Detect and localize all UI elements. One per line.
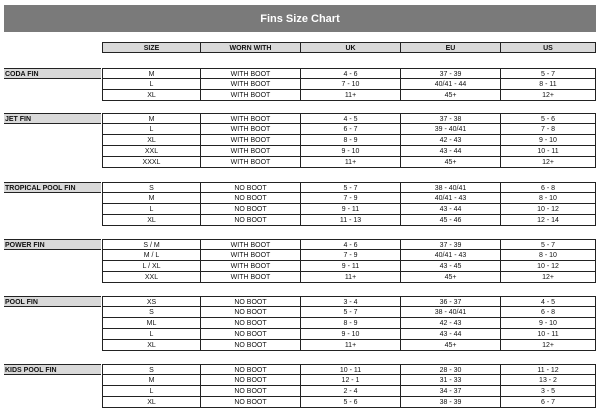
table-cell: 37 - 38 [400,113,500,124]
table-cell: 8 - 9 [300,135,400,146]
table-cell: 6 - 7 [300,124,400,135]
table-cell: 8 - 10 [500,193,596,204]
table-cell: 38 - 40/41 [400,182,500,193]
table-cell: 45 - 46 [400,215,500,226]
table-cell: 10 - 11 [500,146,596,157]
table-row [4,68,596,79]
table-cell: S [102,182,200,193]
table-cell: 40/41 - 44 [400,79,500,90]
table-row [4,307,596,318]
table-cell: WITH BOOT [200,146,300,157]
table-row [4,364,596,375]
table-cell: 12+ [500,157,596,168]
table-row [4,239,596,250]
table-cell: L [102,79,200,90]
table-row [4,250,596,261]
table-cell: L [102,204,200,215]
table-cell: 37 - 39 [400,239,500,250]
table-cell: 6 - 8 [500,182,596,193]
table-cell: WITH BOOT [200,239,300,250]
column-header: WORN WITH [200,42,300,53]
table-cell: 38 - 39 [400,397,500,408]
table-cell: XL [102,215,200,226]
table-cell: WITH BOOT [200,79,300,90]
table-cell: 11+ [300,90,400,101]
table-cell: 9 - 11 [300,261,400,272]
table-cell: XL [102,397,200,408]
table-cell: 5 - 7 [500,239,596,250]
table-cell: 38 - 40/41 [400,307,500,318]
table-cell: M [102,68,200,79]
table-cell: 36 - 37 [400,296,500,307]
table-cell: 11+ [300,157,400,168]
table-cell: NO BOOT [200,329,300,340]
table-cell: 5 - 7 [300,307,400,318]
table-cell: 10 - 11 [300,364,400,375]
table-cell: L / XL [102,261,200,272]
table-cell: WITH BOOT [200,68,300,79]
table-row [4,90,596,101]
table-row [4,261,596,272]
table-cell: WITH BOOT [200,113,300,124]
table-cell: WITH BOOT [200,135,300,146]
table-cell: WITH BOOT [200,157,300,168]
table-row [4,296,596,307]
table-cell: NO BOOT [200,182,300,193]
header-row [4,42,596,53]
table-cell: 6 - 8 [500,307,596,318]
table-cell: 8 - 10 [500,250,596,261]
column-header: EU [400,42,500,53]
table-row [4,318,596,329]
table-cell: S [102,307,200,318]
table-cell: NO BOOT [200,386,300,397]
table-row [4,135,596,146]
table-cell: 7 - 9 [300,250,400,261]
fin-group-label: POWER FIN [4,239,101,250]
table-row [4,375,596,386]
table-cell: 9 - 10 [500,318,596,329]
table-cell: 5 - 6 [300,397,400,408]
table-cell: WITH BOOT [200,90,300,101]
table-row [4,329,596,340]
table-cell: 12+ [500,272,596,283]
table-cell: M / L [102,250,200,261]
table-row [4,124,596,135]
table-cell: 43 - 44 [400,146,500,157]
table-row [4,215,596,226]
table-cell: XXL [102,272,200,283]
table-cell: 11+ [300,272,400,283]
table-cell: 34 - 37 [400,386,500,397]
table-cell: 3 - 4 [300,296,400,307]
table-row [4,182,596,193]
table-cell: 10 - 12 [500,204,596,215]
table-cell: 5 - 7 [300,182,400,193]
table-cell: 45+ [400,90,500,101]
chart-title: Fins Size Chart [4,5,596,32]
table-cell: 9 - 10 [300,146,400,157]
table-cell: 7 - 9 [300,193,400,204]
table-cell: 2 - 4 [300,386,400,397]
table-cell: WITH BOOT [200,124,300,135]
column-header: SIZE [102,42,200,53]
table-cell: 9 - 10 [500,135,596,146]
table-cell: 39 - 40/41 [400,124,500,135]
table-cell: NO BOOT [200,397,300,408]
table-cell: 45+ [400,272,500,283]
fin-group-label: POOL FIN [4,296,101,307]
fin-group-label: KIDS POOL FIN [4,364,101,375]
table-cell: WITH BOOT [200,272,300,283]
table-row [4,272,596,283]
table-cell: NO BOOT [200,204,300,215]
table-cell: 4 - 5 [300,113,400,124]
table-cell: ML [102,318,200,329]
table-cell: 5 - 7 [500,68,596,79]
table-cell: NO BOOT [200,193,300,204]
table-cell: 7 - 8 [500,124,596,135]
table-cell: 8 - 11 [500,79,596,90]
table-cell: 12+ [500,340,596,351]
table-cell: XL [102,340,200,351]
table-cell: 37 - 39 [400,68,500,79]
table-cell: XL [102,90,200,101]
column-header: UK [300,42,400,53]
table-cell: 43 - 45 [400,261,500,272]
table-cell: NO BOOT [200,364,300,375]
table-cell: M [102,375,200,386]
table-cell: NO BOOT [200,318,300,329]
table-cell: L [102,329,200,340]
table-cell: XS [102,296,200,307]
table-cell: NO BOOT [200,340,300,351]
table-cell: 40/41 - 43 [400,193,500,204]
table-cell: 7 - 10 [300,79,400,90]
table-cell: 9 - 10 [300,329,400,340]
column-header: US [500,42,596,53]
table-cell: 40/41 - 43 [400,250,500,261]
table-row [4,204,596,215]
table-cell: XXL [102,146,200,157]
table-cell: WITH BOOT [200,250,300,261]
table-cell: 10 - 12 [500,261,596,272]
table-cell: S / M [102,239,200,250]
table-row [4,146,596,157]
table-cell: NO BOOT [200,296,300,307]
table-cell: 43 - 44 [400,329,500,340]
table-cell: 4 - 5 [500,296,596,307]
table-cell: 42 - 43 [400,135,500,146]
table-cell: 8 - 9 [300,318,400,329]
table-cell: 13 - 2 [500,375,596,386]
table-row [4,397,596,408]
table-row [4,340,596,351]
table-cell: WITH BOOT [200,261,300,272]
table-cell: L [102,124,200,135]
table-cell: 11+ [300,340,400,351]
table-row [4,79,596,90]
table-cell: 42 - 43 [400,318,500,329]
table-cell: 11 - 13 [300,215,400,226]
table-cell: M [102,113,200,124]
table-cell: 6 - 7 [500,397,596,408]
table-cell: NO BOOT [200,307,300,318]
table-cell: 5 - 6 [500,113,596,124]
table-cell: 9 - 11 [300,204,400,215]
table-row [4,157,596,168]
fin-group-label: TROPICAL POOL FIN [4,182,101,193]
table-cell: M [102,193,200,204]
table-cell: S [102,364,200,375]
table-cell: NO BOOT [200,215,300,226]
table-cell: 43 - 44 [400,204,500,215]
table-row [4,386,596,397]
fin-group-label: JET FIN [4,113,101,124]
table-cell: 3 - 5 [500,386,596,397]
table-row [4,193,596,204]
table-cell: 28 - 30 [400,364,500,375]
table-cell: 31 - 33 [400,375,500,386]
table-cell: 12 - 14 [500,215,596,226]
table-cell: 11 - 12 [500,364,596,375]
table-row [4,113,596,124]
table-cell: 12+ [500,90,596,101]
table-cell: 12 - 1 [300,375,400,386]
table-cell: 45+ [400,157,500,168]
table-cell: XL [102,135,200,146]
table-cell: 4 - 6 [300,239,400,250]
table-cell: 45+ [400,340,500,351]
fin-group-label: CODA FIN [4,68,101,79]
table-cell: 4 - 6 [300,68,400,79]
table-cell: 10 - 11 [500,329,596,340]
table-cell: XXXL [102,157,200,168]
table-cell: NO BOOT [200,375,300,386]
table-cell: L [102,386,200,397]
